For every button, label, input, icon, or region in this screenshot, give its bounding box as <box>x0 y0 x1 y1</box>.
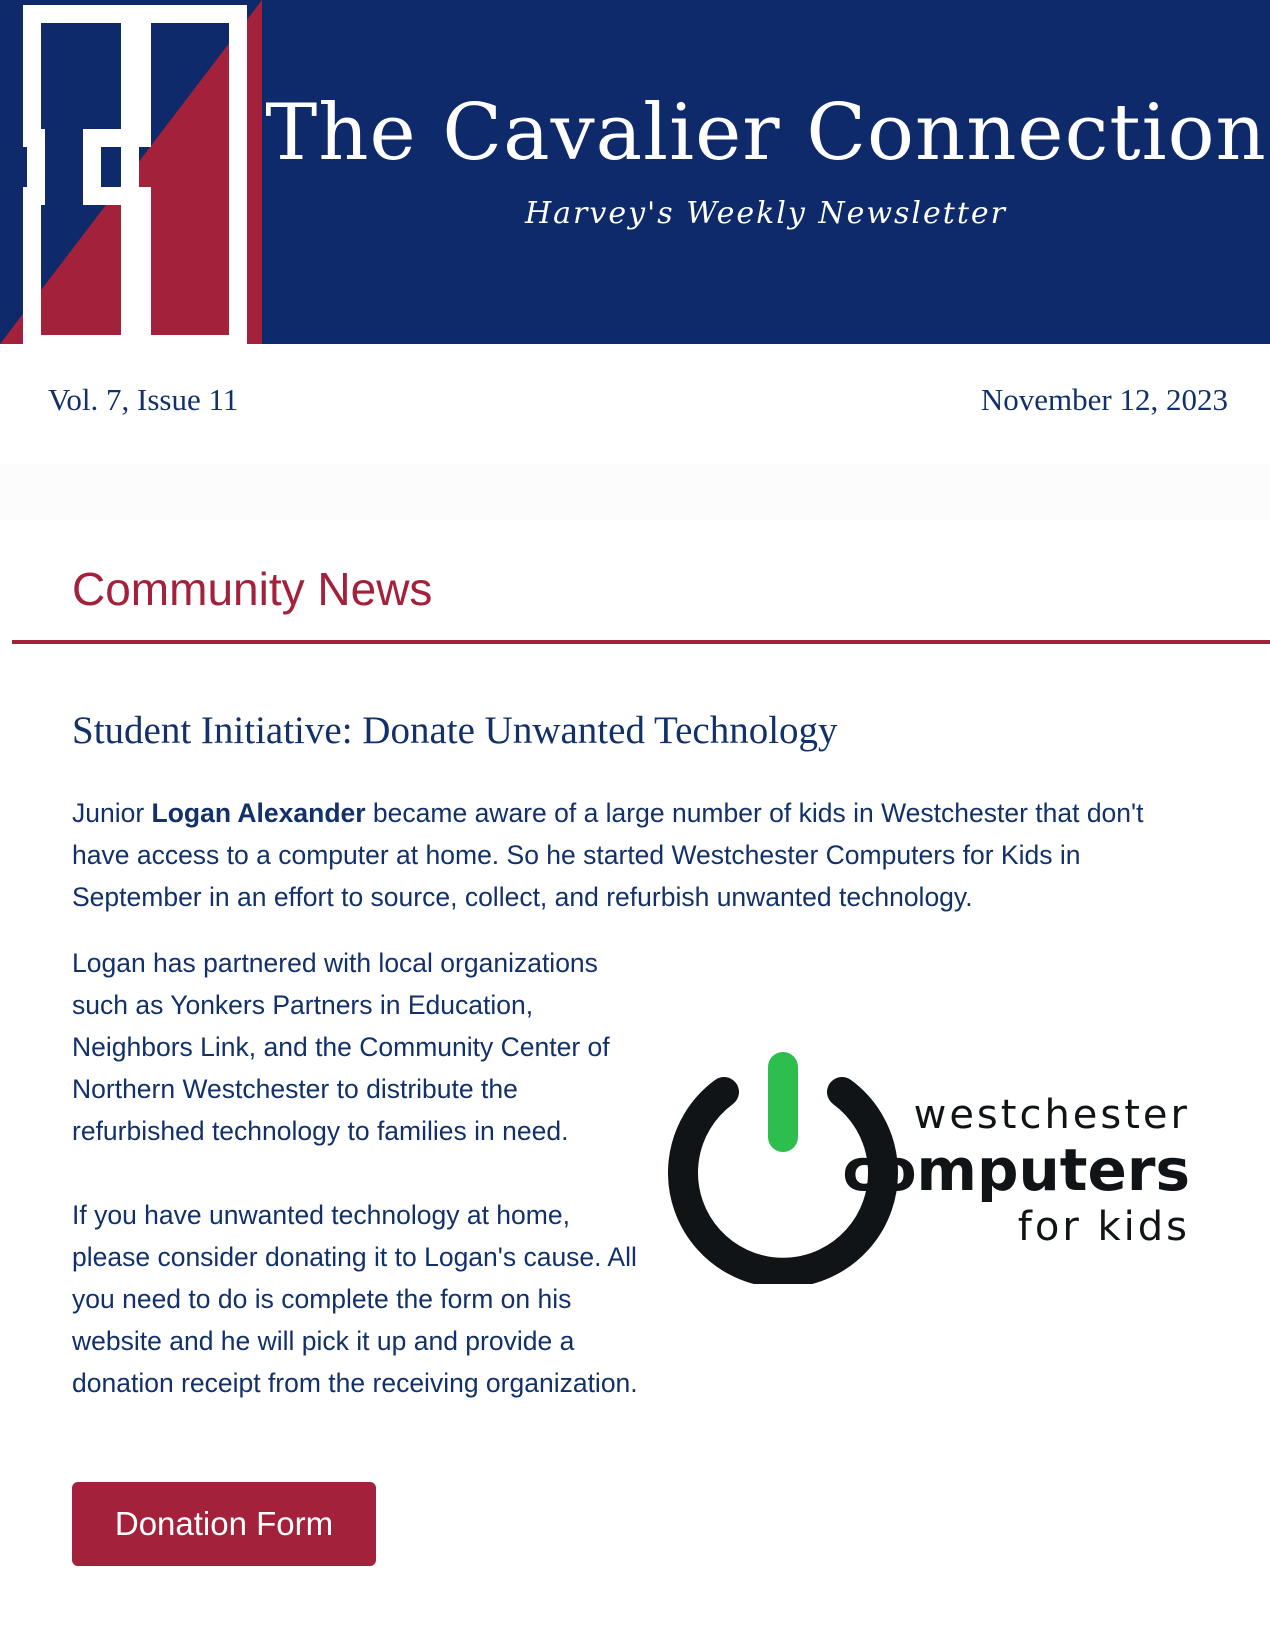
intro-rest: became aware of a large number of kids in Westchester that don't have access to a computer at home. So he started Westchester Computers for Kids in September in an effort to source, collect, and refurbish unwanted technology. <box>72 798 1144 912</box>
masthead <box>0 0 1270 344</box>
newsletter-subtitle: Harvey's Weekly Newsletter <box>524 196 1007 231</box>
spacer-band <box>0 464 1270 520</box>
logo-line-computers: computers <box>842 1136 1190 1204</box>
article-intro <box>72 792 1202 918</box>
article-paragraph: Logan has partnered with local organizations such as Yonkers Partners in Education, Neighbors Link, and the Community Center of Northern Westchester to distribute the refurbished technology to families in need. <box>72 948 610 1146</box>
issue-date: November 12, 2023 <box>980 382 1228 417</box>
section-title: Community News <box>72 563 433 615</box>
issue-info-bar <box>0 344 1270 464</box>
newsletter-title: The Cavalier Connection <box>265 88 1267 178</box>
student-name: Logan Alexander <box>151 798 366 828</box>
article-paragraph: If you have unwanted technology at home, please consider donating it to Logan's cause. All you need to do is complete the form on his website and he will pick it up and provide a donation receipt from the receiving organization. <box>72 1200 638 1398</box>
article-title: Student Initiative: Donate Unwanted Technology <box>72 709 838 752</box>
issue-volume: Vol. 7, Issue 11 <box>48 382 239 417</box>
logo-line-for-kids: for kids <box>1017 1204 1190 1250</box>
article-body <box>72 942 642 1404</box>
intro-prefix: Junior <box>72 798 152 828</box>
section-divider <box>12 640 1270 644</box>
donation-form-button[interactable]: Donation Form <box>72 1482 376 1566</box>
school-crest-logo <box>0 0 262 344</box>
logo-line-westchester: westchester <box>913 1092 1190 1138</box>
westchester-computers-for-kids-logo <box>668 1048 1198 1284</box>
